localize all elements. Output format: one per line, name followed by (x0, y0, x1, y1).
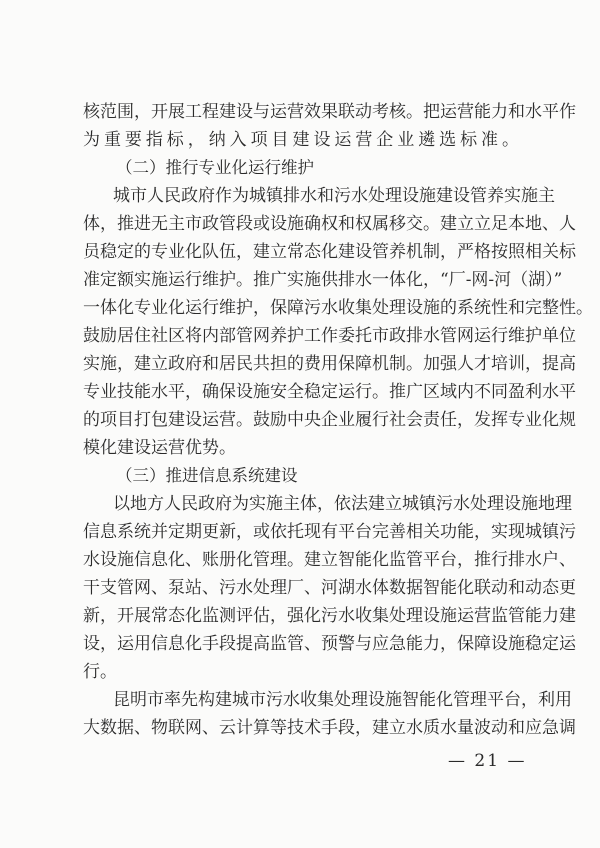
text-line: 水设施信息化、账册化管理。建立智能化监管平台，推行排水户、 (83, 550, 576, 570)
text-line: 大数据、物联网、云计算等技术手段，建立水质水量波动和应急调 (83, 718, 576, 738)
text-line: 设，运用信息化手段提高监管、预警与应急能力，保障设施稳定运 (83, 634, 576, 654)
text-line: 为重要指标，纳入项目建设运营企业遴选标准。 (83, 130, 519, 150)
paragraph (83, 686, 576, 742)
text-line: 实施，建立政府和居民共担的费用保障机制。加强人才培训，提高 (83, 354, 576, 374)
text-line: 信息系统并定期更新，或依托现有平台完善相关功能，实现城镇污 (83, 522, 576, 542)
section-heading: （二）推行专业化运行维护 (116, 158, 314, 177)
body-text (83, 98, 593, 742)
text-line: 鼓励居住社区将内部管网养护工作委托市政排水管网运行维护单位 (83, 326, 576, 346)
text-line: 一体化专业化运行维护，保障污水收集处理设施的系统性和完整性。 (83, 298, 593, 318)
text-line: 昆明市率先构建城市污水收集处理设施智能化管理平台，利用 (113, 690, 572, 710)
paragraph (83, 490, 576, 686)
text-line: 新，开展常态化监测评估，强化污水收集处理设施运营监管能力建 (83, 606, 576, 626)
text-line: 的项目打包建设运营。鼓励中央企业履行社会责任，发挥专业化规 (83, 410, 576, 430)
text-line: 准定额实施运行维护。推广实施供排水一体化，“厂-网-河（湖）” (83, 270, 563, 290)
page-number: — 21 — (448, 751, 527, 771)
text-line: 城市人民政府作为城镇排水和污水处理设施建设管养实施主 (113, 186, 555, 206)
text-line: 体，推进无主市政管段或设施确权和权属移交。建立立足本地、人 (83, 214, 576, 234)
text-line: 专业技能水平，确保设施安全稳定运行。推广区域内不同盈利水平 (83, 382, 576, 402)
text-line: 员稳定的专业化队伍，建立常态化建设管养机制，严格按照相关标 (83, 242, 576, 262)
text-line: 核范围，开展工程建设与运营效果联动考核。把运营能力和水平作 (83, 102, 576, 122)
text-line: 行。 (83, 662, 117, 682)
text-line: 以地方人民政府为实施主体，依法建立城镇污水处理设施地理 (113, 494, 572, 514)
text-line: 模化建设运营优势。 (83, 438, 236, 458)
paragraph (83, 182, 593, 462)
paragraph (83, 98, 576, 154)
text-line: 干支管网、泵站、污水处理厂、河湖水体数据智能化联动和动态更 (83, 578, 576, 598)
section-heading: （三）推进信息系统建设 (116, 466, 298, 485)
